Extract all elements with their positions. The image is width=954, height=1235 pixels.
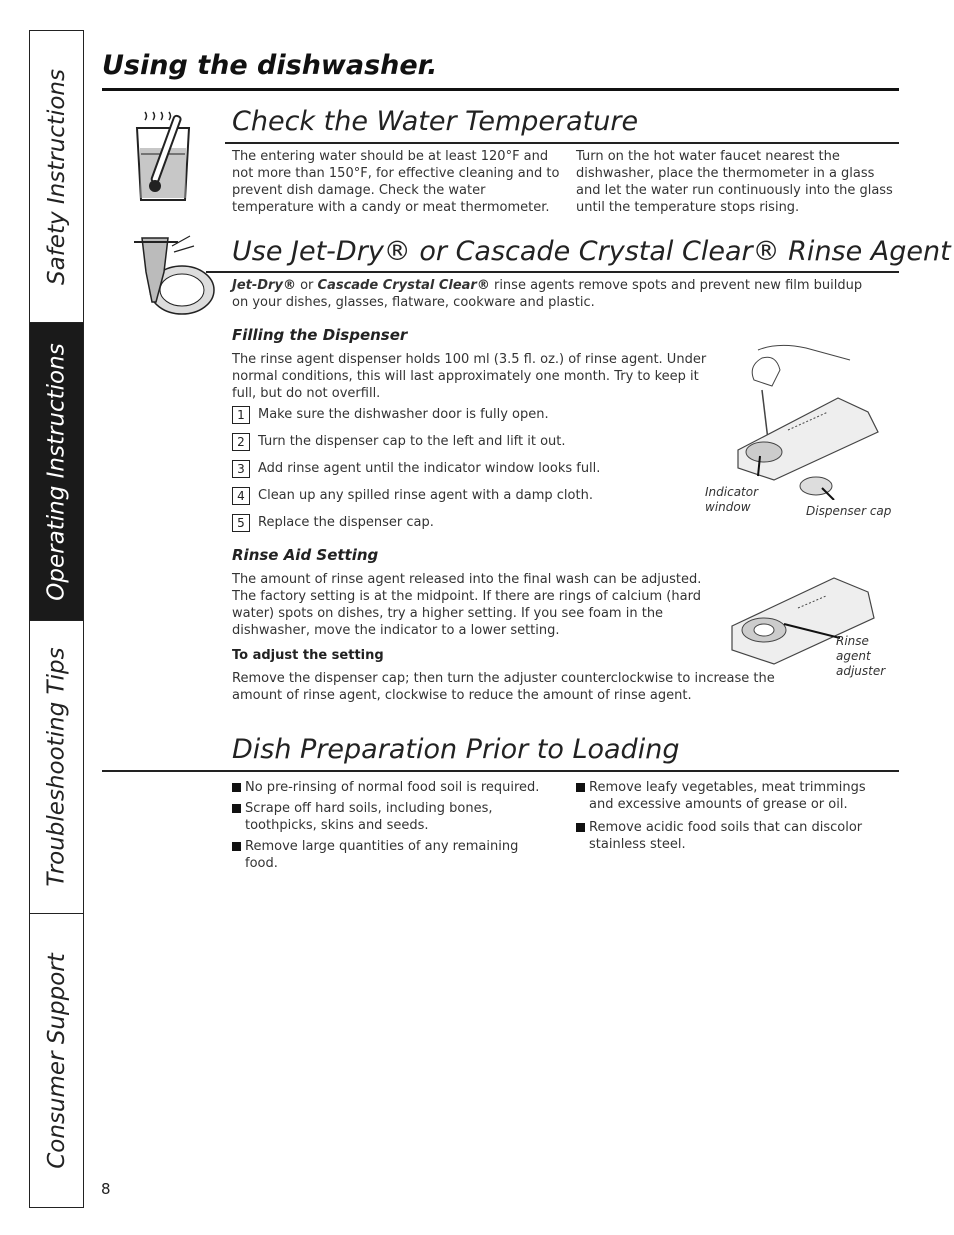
bullet-icon — [576, 823, 585, 832]
step-number: 5 — [232, 514, 250, 532]
dispenser-filling-illustration — [718, 340, 888, 500]
section-rule — [206, 271, 899, 273]
filling-steps — [232, 406, 600, 531]
list-item — [232, 460, 600, 477]
caption-dispenser-cap: Dispenser cap — [806, 504, 892, 518]
rinse-aid-setting-heading: Rinse Aid Setting — [232, 546, 379, 564]
bullet-text: No pre-rinsing of normal food soil is required. — [245, 780, 540, 795]
rinse-aid-setting-text: The amount of rinse agent released into the final wash can be adjusted. The factory setting is at the midpoint. If there are rings of calcium (hard water) spots on dishes, try a higher setting. If you see foam in the dishwasher, move the indicator to a lower setting. — [232, 572, 702, 638]
rinse-agent-bottle-icon — [120, 232, 220, 324]
caption-rinse-agent-adjuster: Rinse agent adjuster — [836, 634, 886, 678]
page-number: 8 — [101, 1180, 111, 1198]
section-rule — [102, 770, 899, 772]
section-title-rinse-agent: Use Jet-Dry® or Cascade Crystal Clear® Rinse Agent — [232, 236, 951, 267]
adjust-text: Remove the dispenser cap; then turn the adjuster counterclockwise to increase the amount of rinse agent, clockwise to reduce the amount of rinse agent. — [232, 671, 775, 703]
list-item — [576, 819, 876, 853]
filling-heading: Filling the Dispenser — [232, 326, 408, 344]
step-number: 2 — [232, 433, 250, 451]
page-title: Using the dishwasher. — [102, 50, 438, 81]
caption-indicator-window: Indicator window — [705, 485, 759, 514]
filling-text: The rinse agent dispenser holds 100 ml (3.5 fl. oz.) of rinse agent. Under normal conditions, this will last approximately one month. Try to keep it full, but do not overfill. — [232, 352, 707, 401]
list-item — [232, 487, 600, 504]
rinse-agent-intro — [232, 277, 882, 311]
step-text: Make sure the dishwasher door is fully open. — [258, 407, 549, 422]
list-item — [232, 433, 600, 450]
tab-operating-instructions[interactable] — [30, 323, 83, 621]
side-tab-bar — [29, 30, 84, 1208]
brand-jet-dry: Jet-Dry® — [232, 278, 296, 293]
list-item — [232, 779, 552, 796]
section-title-dish-preparation: Dish Preparation Prior to Loading — [232, 734, 680, 765]
section-rule — [225, 142, 899, 144]
list-item — [576, 779, 876, 813]
title-rule — [102, 88, 899, 91]
adjust-heading: To adjust the setting — [232, 648, 384, 663]
step-number: 4 — [232, 487, 250, 505]
dish-prep-right-list — [576, 779, 876, 853]
section-title-water-temperature: Check the Water Temperature — [232, 106, 639, 137]
water-temp-right-text: Turn on the hot water faucet nearest the dishwasher, place the thermometer in a glass and let the water run continuously into the glass until the temperature stops rising. — [576, 149, 893, 215]
list-item — [232, 838, 532, 872]
bullet-icon — [232, 842, 241, 851]
tab-label: Troubleshooting Tips — [43, 647, 70, 887]
step-text: Clean up any spilled rinse agent with a damp cloth. — [258, 488, 593, 503]
tab-safety-instructions[interactable] — [30, 31, 83, 323]
tab-label: Operating Instructions — [43, 342, 70, 601]
tab-label: Consumer Support — [43, 952, 70, 1169]
step-text: Replace the dispenser cap. — [258, 515, 434, 530]
step-text: Add rinse agent until the indicator window looks full. — [258, 461, 601, 476]
bullet-text: Remove acidic food soils that can discolor stainless steel. — [589, 820, 863, 852]
bullet-icon — [576, 783, 585, 792]
step-number: 3 — [232, 460, 250, 478]
bullet-text: Remove large quantities of any remaining food. — [245, 839, 519, 871]
tab-troubleshooting-tips[interactable] — [30, 621, 83, 914]
list-item — [232, 800, 512, 834]
tab-label: Safety Instructions — [43, 68, 70, 285]
bullet-icon — [232, 804, 241, 813]
list-item — [232, 406, 600, 423]
brand-cascade: Cascade Crystal Clear® — [317, 278, 490, 293]
water-temp-left-text: The entering water should be at least 120°F and not more than 150°F, for effective cleaning and to prevent dish damage. Check the water temperature with a candy or meat thermometer. — [232, 149, 560, 215]
bullet-text: Remove leafy vegetables, meat trimmings and excessive amounts of grease or oil. — [589, 780, 866, 812]
intro-rest: rinse agents remove spots and prevent new film buildup on your dishes, glasses, flatware, cookware and plastic. — [232, 278, 863, 310]
bullet-icon — [232, 783, 241, 792]
bullet-text: Scrape off hard soils, including bones, toothpicks, skins and seeds. — [245, 801, 493, 833]
intro-or: or — [295, 278, 318, 293]
step-number: 1 — [232, 406, 250, 424]
dish-prep-left-list — [232, 779, 552, 872]
step-text: Turn the dispenser cap to the left and lift it out. — [258, 434, 566, 449]
list-item — [232, 514, 600, 531]
tab-consumer-support[interactable] — [30, 914, 83, 1207]
thermometer-glass-icon — [133, 108, 195, 204]
